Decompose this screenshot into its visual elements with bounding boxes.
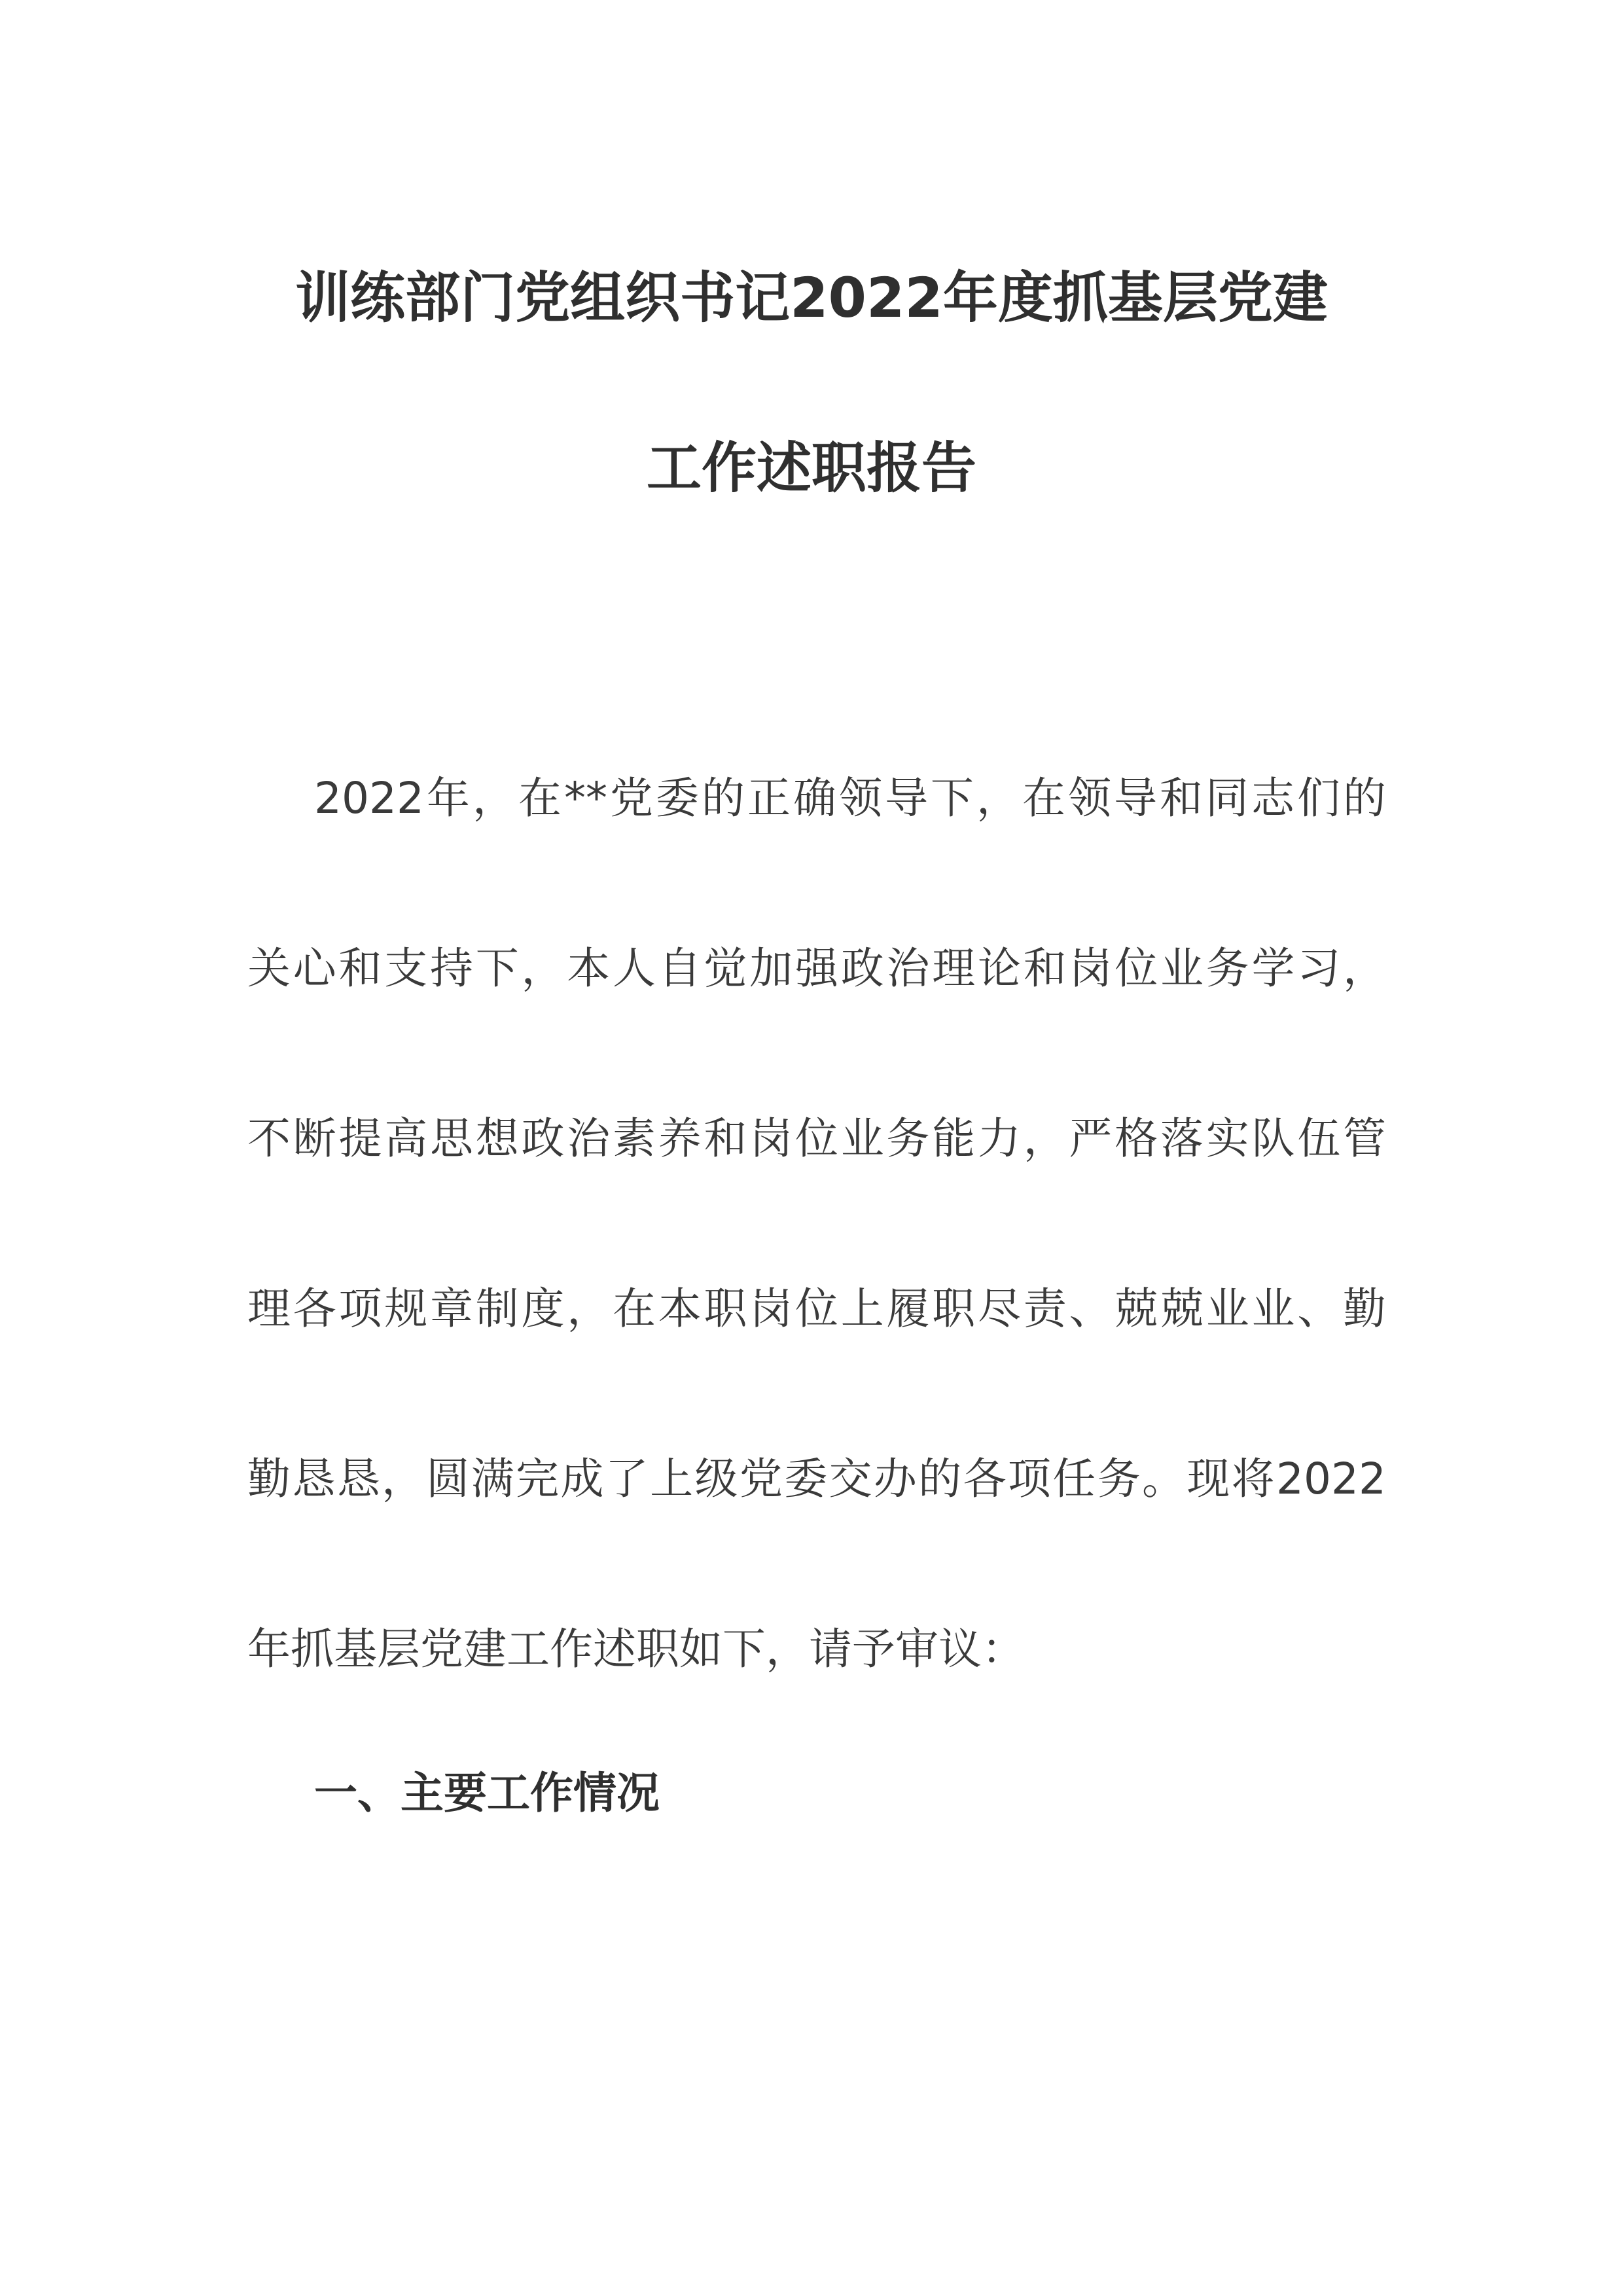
paragraph-line: 理各项规章制度，在本职岗位上履职尽责、兢兢业业、勤 (247, 1283, 1386, 1334)
document-title-line-1: 训练部门党组织书记2022年度抓基层党建 (295, 266, 1328, 330)
paragraph-line: 2022年，在**党委的正确领导下，在领导和同志们的 (314, 773, 1386, 823)
section-heading: 一、主要工作情况 (314, 1768, 660, 1818)
paragraph-line: 勤恳恳，圆满完成了上级党委交办的各项任务。现将2022 (247, 1454, 1386, 1504)
document-title-line-2: 工作述职报告 (646, 436, 976, 500)
paragraph-line: 关心和支持下，本人自觉加强政治理论和岗位业务学习， (247, 943, 1386, 994)
paragraph-line: 不断提高思想政治素养和岗位业务能力，严格落实队伍管 (247, 1113, 1386, 1164)
paragraph-line: 年抓基层党建工作述职如下，请予审议： (247, 1624, 1025, 1674)
